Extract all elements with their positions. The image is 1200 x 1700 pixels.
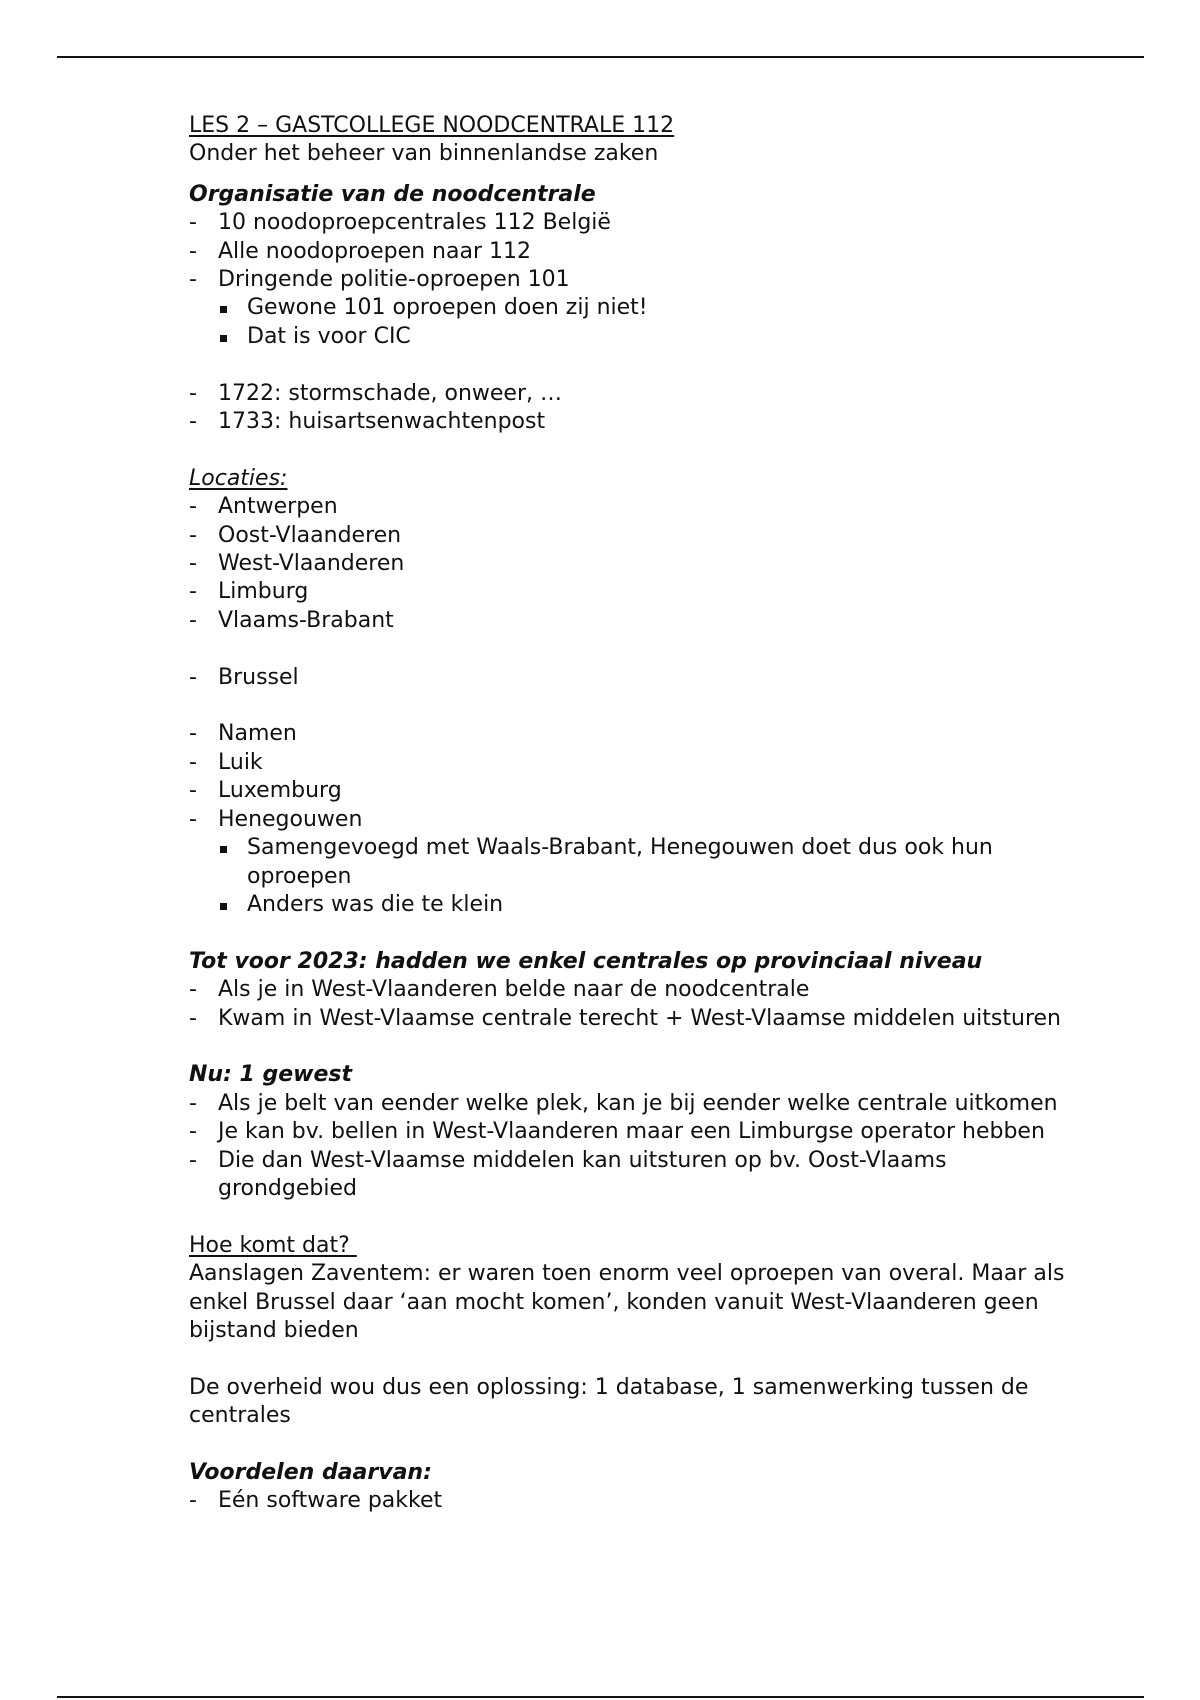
list-item: - Die dan West-Vlaamse middelen kan uitsturen op bv. Oost-Vlaams grondgebied — [189, 1147, 947, 1201]
list-item: - Namen — [189, 721, 297, 747]
list-item: - 1733: huisartsenwachtenpost — [189, 409, 546, 435]
list-item: - Eén software pakket — [189, 1488, 443, 1514]
document-body — [189, 112, 1089, 1516]
footer-rule — [57, 1696, 1144, 1698]
list-item: - Antwerpen — [189, 494, 338, 520]
list-item: - West-Vlaanderen — [189, 551, 405, 577]
list-item: - Vlaams-Brabant — [189, 607, 394, 633]
nu-heading: Nu: 1 gewest — [189, 1062, 353, 1088]
list-item: - Henegouwen — [189, 806, 363, 832]
list-item: - Brussel — [189, 664, 299, 690]
sub-list-item: Dat is voor CIC — [189, 323, 1089, 351]
list-item: - Je kan bv. bellen in West-Vlaanderen maar een Limburgse operator hebben — [189, 1119, 1045, 1145]
paragraph: Aanslagen Zaventem: er waren toen enorm veel oproepen van overal. Maar als enkel Brussel daar ‘aan mocht komen’, konden vanuit West-Vlaanderen geen bijstand bieden — [189, 1261, 1072, 1343]
hoe-heading: Hoe komt dat? — [189, 1232, 357, 1258]
page-title: LES 2 – GASTCOLLEGE NOODCENTRALE 112 — [189, 113, 675, 138]
subtitle: Onder het beheer van binnenlandse zaken — [189, 141, 659, 167]
list-item: - Dringende politie-oproepen 101 — [189, 267, 570, 293]
organisatie-heading: Organisatie van de noodcentrale — [189, 181, 596, 207]
list-item: - Luik — [189, 749, 263, 775]
list-item: - 1722: stormschade, onweer, … — [189, 380, 562, 406]
list-item: - Oost-Vlaanderen — [189, 522, 402, 548]
sub-list-item: Samengevoegd met Waals-Brabant, Henegouwen doet dus ook hun oproepen — [189, 834, 1089, 891]
locaties-heading: Locaties: — [189, 465, 288, 491]
list-item: - Luxemburg — [189, 778, 342, 804]
list-item: - Alle noodoproepen naar 112 — [189, 238, 531, 264]
voor2023-heading: Tot voor 2023: hadden we enkel centrales op provinciaal niveau — [189, 948, 983, 974]
list-item: - Kwam in West-Vlaamse centrale terecht + West-Vlaamse middelen uitsturen — [189, 1005, 1061, 1031]
header-rule — [57, 56, 1144, 58]
list-item: - 10 noodoproepcentrales 112 België — [189, 210, 611, 236]
list-item: - Als je belt van eender welke plek, kan je bij eender welke centrale uitkomen — [189, 1090, 1058, 1116]
voordelen-heading: Voordelen daarvan: — [189, 1459, 432, 1485]
list-item: - Als je in West-Vlaanderen belde naar de noodcentrale — [189, 977, 810, 1003]
sub-list-item: Gewone 101 oproepen doen zij niet! — [189, 294, 1089, 322]
paragraph: De overheid wou dus een oplossing: 1 database, 1 samenwerking tussen de centrales — [189, 1374, 1036, 1429]
sub-list-item: Anders was die te klein — [189, 891, 1089, 919]
list-item: - Limburg — [189, 579, 309, 605]
